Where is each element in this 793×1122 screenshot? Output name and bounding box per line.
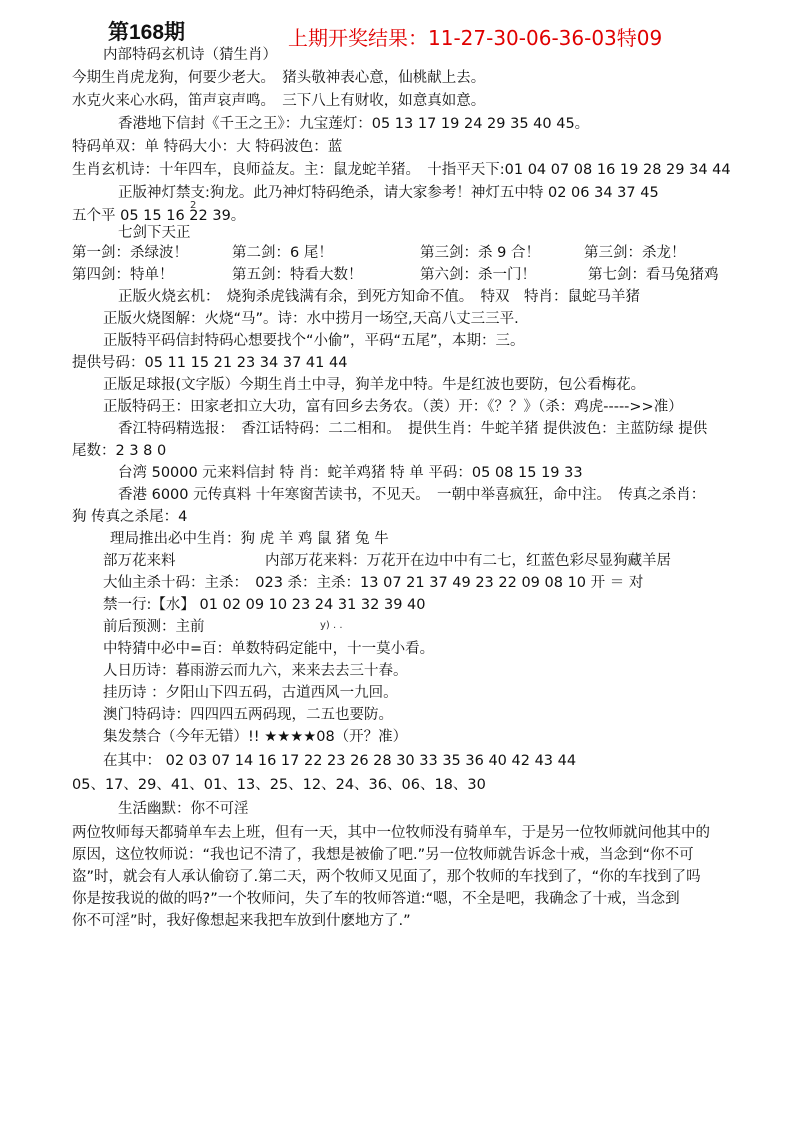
text-line: 中特猜中必中=百：单数特码定能中，十一莫小看。 [103, 641, 435, 657]
text-line: 正版神灯禁支:狗龙。此乃神灯特码绝杀，请大家参考！神灯五中特 02 06 34 37 45 [118, 185, 659, 201]
text-line: 在其中： 02 03 07 14 16 17 22 23 26 28 30 33 35 36 40 42 43 44 [103, 753, 577, 769]
text-line: 水克火来心水码，笛声哀声鸣。 三下八上有财收，如意真如意。 [72, 93, 486, 109]
text-line: 狗 传真之杀尾：4 [72, 509, 188, 525]
text-line: 正版特码王：田家老扣立大功，富有回乡去务农。（羡）开：《？？》（杀：鸡虎----->>准） [103, 399, 683, 415]
text-line: 正版特平码信封特码心想要找个“小偷”，平码“五尾”，本期：三。 [103, 333, 525, 349]
text-line: 生肖玄机诗：十年四车，良师益友。主：鼠龙蛇羊猪。 十指平天下:01 04 07 08 16 19 28 29 34 44 [72, 162, 731, 178]
text-line: 尾数：2 3 8 0 [72, 443, 167, 459]
text-line: 集发禁合（今年无错）!! ★★★★08（开？准） [103, 729, 408, 745]
joke-line: 两位牧师每天都骑单车去上班，但有一天，其中一位牧师没有骑单车，于是另一位牧师就问他其中的 [72, 825, 710, 841]
joke-line: 你是按我说的做的吗?”一个牧师问，失了车的牧师答道:“嗯，不全是吧，我确念了十戒，当念到 [72, 891, 680, 907]
text-line: 香江特码精选报： 香江话特码：二二相和。 提供生肖：牛蛇羊猪 提供波色：主蓝防绿 提供 [118, 421, 708, 437]
sword-6: 第六剑：杀一门！ [420, 267, 536, 283]
sword-3b: 第三剑：杀龙！ [584, 245, 686, 261]
text-line: 正版火烧玄机： 烧狗杀虎钱满有余，到死方知命不值。 特双 特肖：鼠蛇马羊猪 [118, 289, 640, 305]
stray-mark: 2 [190, 200, 197, 211]
sword-1: 第一剑：杀绿波！ [72, 245, 188, 261]
text-line: 台湾 50000 元来料信封 特 肖：蛇羊鸡猪 特 单 平码：05 08 15 19 33 [118, 465, 583, 481]
sword-5: 第五剑：特看大数！ [232, 267, 363, 283]
text-line: 提供号码：05 11 15 21 23 34 37 41 44 [72, 355, 348, 371]
issue-number: 第168期 [108, 21, 186, 44]
poem-title: 内部特码玄机诗（猜生肖） [103, 47, 277, 63]
sword-4: 第四剑：特单！ [72, 267, 174, 283]
text-line: 香港 6000 元传真料 十年寒窗苦读书，不见天。 一朝中举喜疯狂，命中注。 传真之杀肖： [118, 487, 706, 503]
text-line: 正版足球报(文字版）今期生肖土中寻，狗羊龙中特。牛是红波也要防，包公看梅花。 [103, 377, 646, 393]
joke-line: 原因，这位牧师说：“我也记不清了，我想是被偷了吧.”另一位牧师就告诉念十戒，当念到“你不可 [72, 847, 694, 863]
text-line: 理局推出必中生肖：狗 虎 羊 鸡 鼠 猪 兔 牛 [110, 531, 389, 547]
text-line: 禁一行:【水】 01 02 09 10 23 24 31 32 39 40 [103, 597, 426, 613]
stray-mark: y) . . [320, 620, 343, 631]
text-line: 澳门特码诗：四四四五两码现，二五也要防。 [103, 707, 393, 723]
text-line: 挂历诗 ：夕阳山下四五码，古道西风一九回。 [103, 685, 398, 701]
sword-2: 第二剑：6 尾！ [232, 245, 333, 261]
text-line: 正版火烧图解：火烧“马”。诗：水中捞月一场空,天高八丈三三平. [103, 311, 519, 327]
sword-7: 第七剑：看马兔猪鸡 [588, 267, 719, 283]
text-line: 特码单双：单 特码大小：大 特码波色：蓝 [72, 139, 343, 155]
seven-swords-title: 七剑下天正 [118, 225, 191, 241]
text-line: 五个平 05 15 16 22 39。 [72, 208, 246, 224]
text-line: 今期生肖虎龙狗，何要少老大。 猪头敬神表心意，仙桃献上去。 [72, 70, 486, 86]
text-line: 大仙主杀十码：主杀： 023 杀：主杀：13 07 21 37 49 23 22 09 08 10 开 ＝ 对 [103, 575, 644, 591]
last-draw-result: 上期开奖结果：11-27-30-06-36-03特09 [288, 26, 663, 50]
text-line: 前后预测：主前 [103, 619, 205, 635]
text-line: 人日历诗：暮雨游云而九六，来来去去三十春。 [103, 663, 408, 679]
sword-3: 第三剑：杀 9 合！ [420, 245, 540, 261]
text-line: 香港地下信封《千王之王》：九宝莲灯：05 13 17 19 24 29 35 40 45。 [118, 116, 590, 132]
joke-line: 你不可淫”时，我好像想起来我把车放到什麽地方了.” [72, 913, 411, 929]
text-line: 05、17、29、41、01、13、25、12、24、36、06、18、30 [72, 777, 486, 793]
joke-title: 生活幽默：你不可淫 [118, 801, 249, 817]
joke-line: 盗”时，就会有人承认偷窃了.第二天，两个牧师又见面了，那个牧师的车找到了，“你的车找到了吗 [72, 869, 701, 885]
text-line: 部万花来料 [103, 553, 176, 569]
text-line: 内部万花来料：万花开在边中中有二七，红蓝色彩尽显狗藏羊居 [265, 553, 671, 569]
